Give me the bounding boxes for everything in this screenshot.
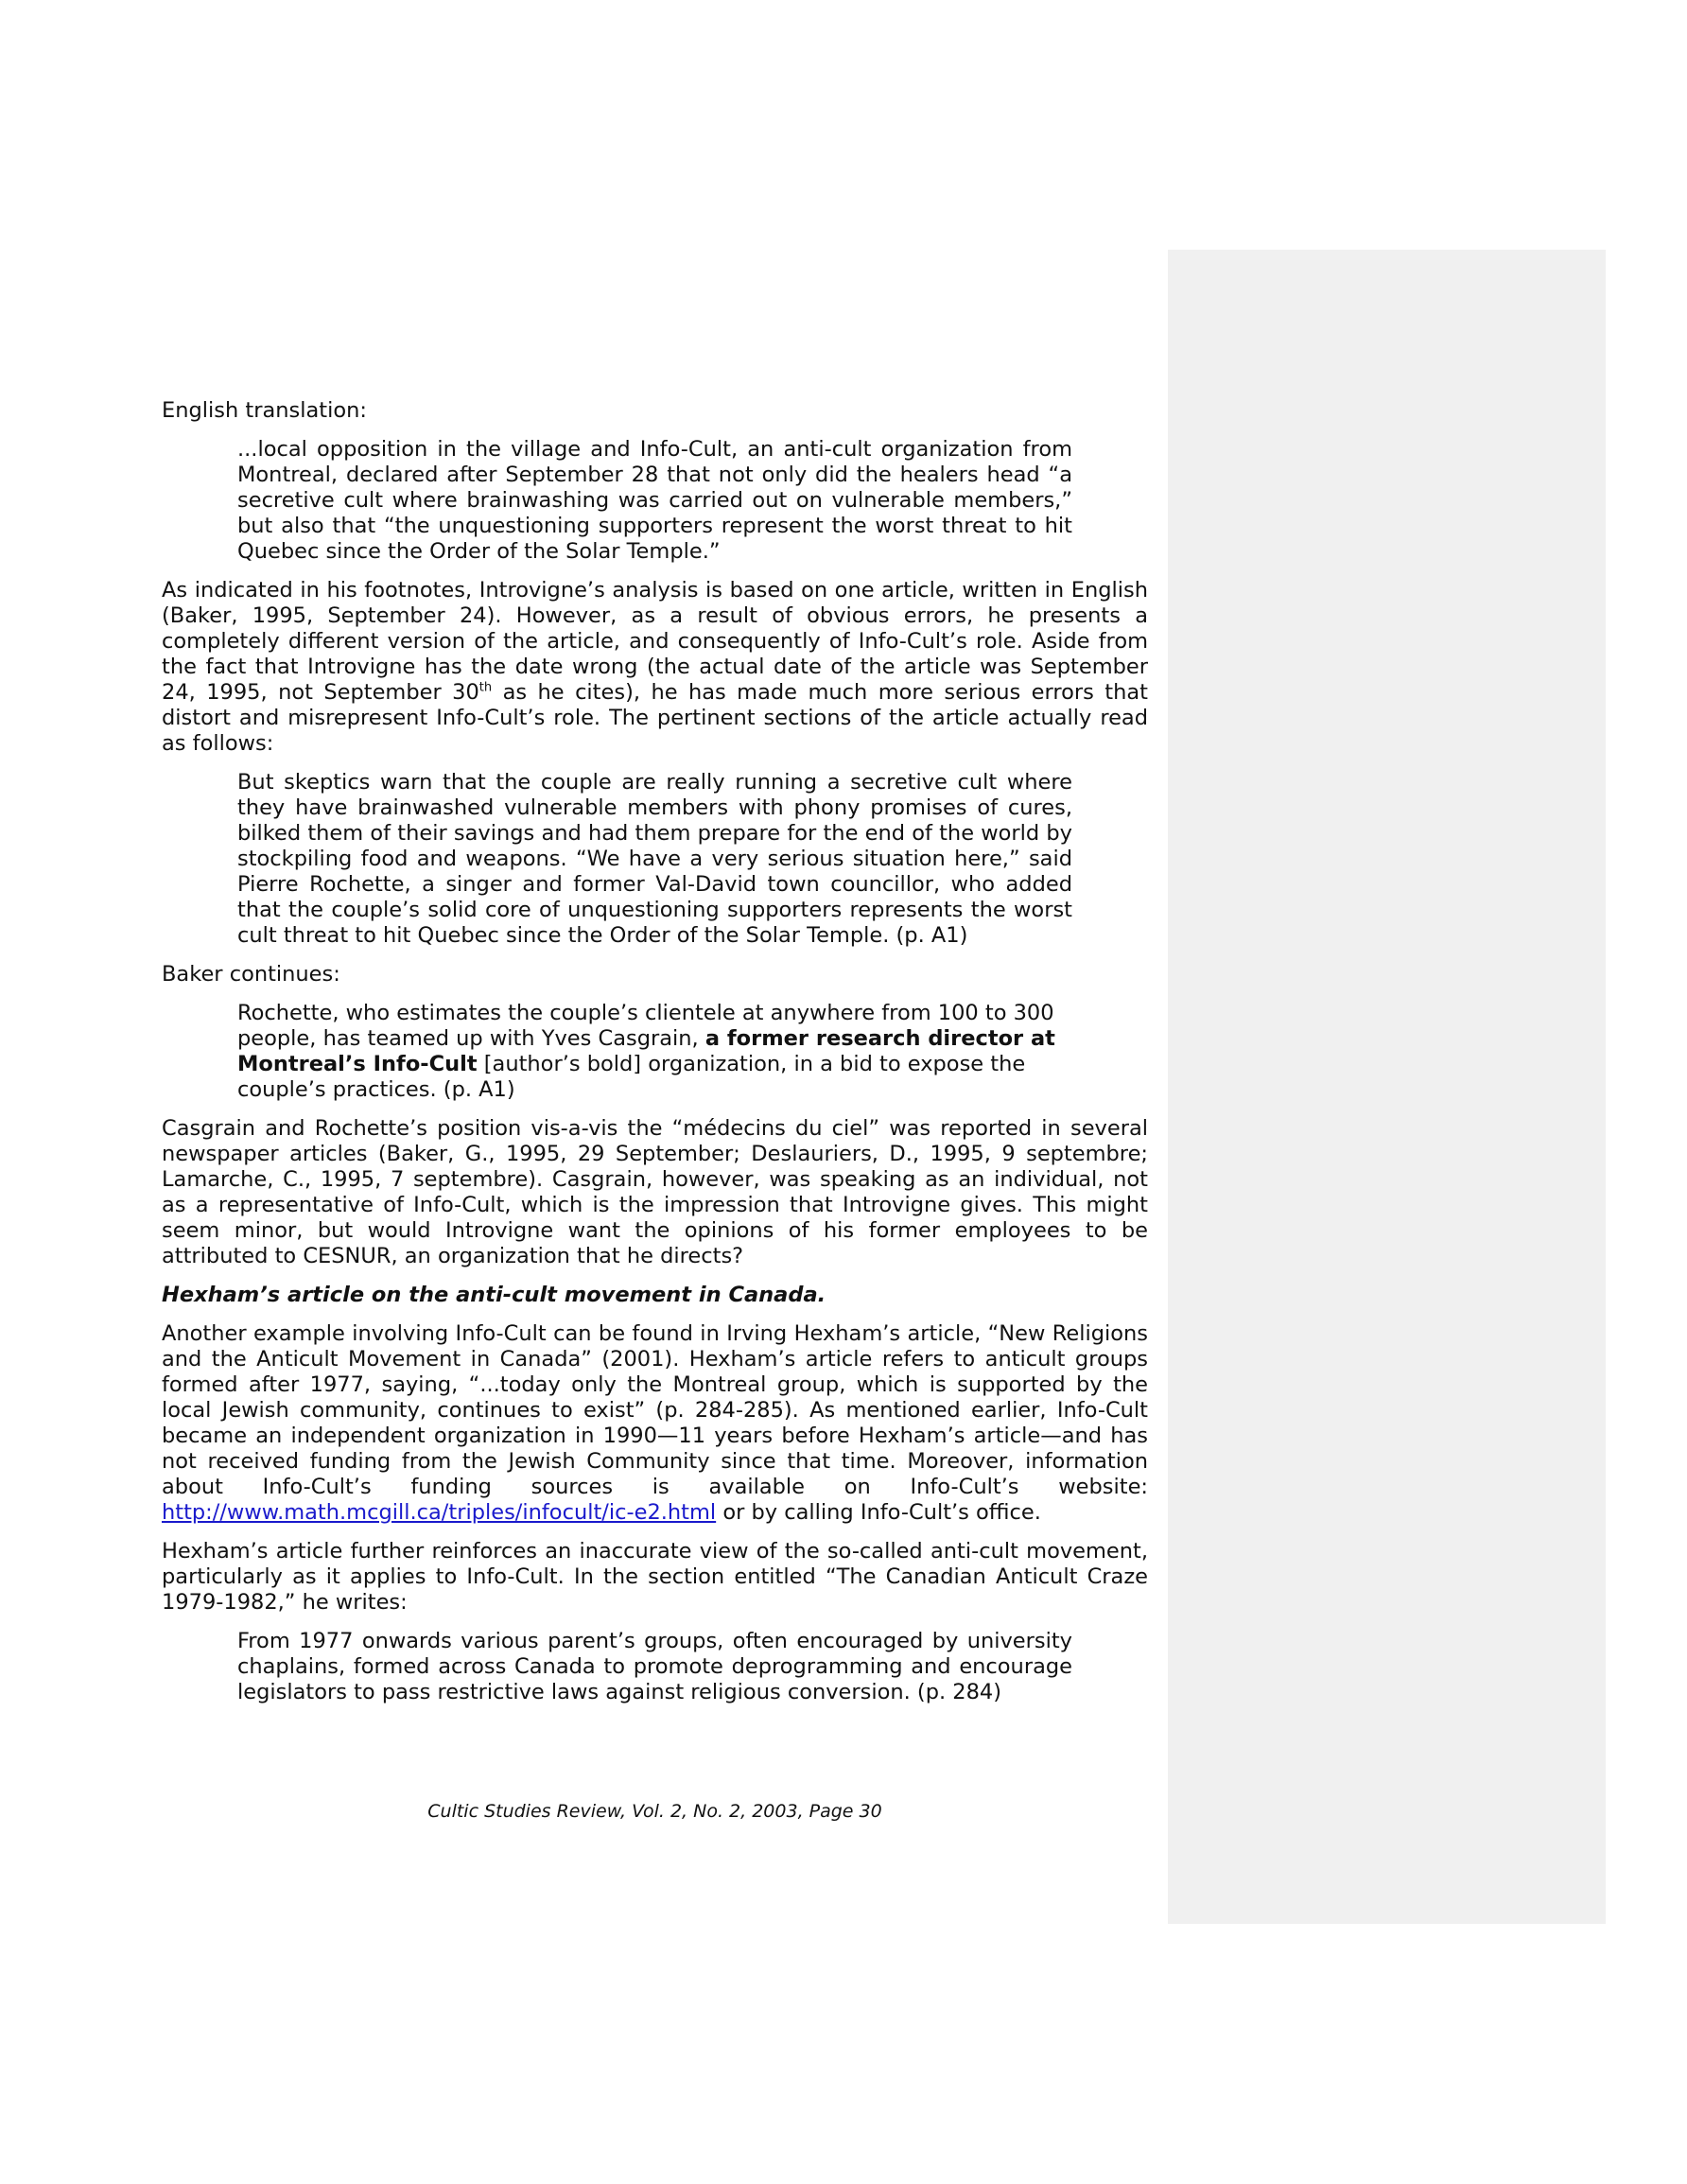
- paragraph-footnotes-text-b: as he cites), he has made much more serious errors that distort and misrepresent Info-Cult’s role. The pertinent sections of the article actually read as follows:: [162, 680, 1148, 756]
- quote-rochette-bold: a former research director at Montreal’s Info-Cult: [237, 1026, 1055, 1076]
- block-quote-rochette: [237, 1001, 1072, 1103]
- baker-continues-label: Baker continues:: [162, 962, 340, 987]
- quote-rochette-text-a: Rochette, who estimates the couple’s clientele at anywhere from 100 to 300 people, has teamed up with Yves Casgrain,: [237, 1001, 1054, 1051]
- block-quote-hexham: From 1977 onwards various parent’s groups, often encouraged by university chaplains, formed across Canada to promote deprogramming and encourage legislators to pass restrictive laws against religious conversion. (p. 284): [237, 1629, 1072, 1704]
- paragraph-casgrain: Casgrain and Rochette’s position vis-a-vis the “médecins du ciel” was reported in several newspaper articles (Baker, G., 1995, 29 September; Deslauriers, D., 1995, 9 septembre; Lamarche, C., 1995, 7 septembre). Casgrain, however, was speaking as an individual, not as a representative of Info-Cult, which is the impression that Introvigne gives. This might seem minor, but would Introvigne want the opinions of his former employees to be attributed to CESNUR, an organization that he directs?: [162, 1116, 1148, 1268]
- block-quote-baker: But skeptics warn that the couple are really running a secretive cult where they have brainwashed vulnerable members with phony promises of cures, bilked them of their savings and had them prepare for the end of the world by stockpiling food and weapons. “We have a very serious situation here,” said Pierre Rochette, a singer and former Val-David town councillor, who added that the couple’s solid core of unquestioning supporters represents the worst cult threat to hit Quebec since the Order of the Solar Temple. (p. A1): [237, 770, 1072, 948]
- block-quote-translation: ...local opposition in the village and Info-Cult, an anti-cult organization from Montreal, declared after September 28 that not only did the healers head “a secretive cult where brainwashing was carried out on vulnerable members,” but also that “the unquestioning supporters represent the worst threat to hit Quebec since the Order of the Solar Temple.”: [237, 437, 1072, 564]
- page-footer: Cultic Studies Review, Vol. 2, No. 2, 2003, Page 30: [427, 1801, 882, 1822]
- quote-rochette-text-b: [author’s bold] organization, in a bid to expose the couple’s practices. (p. A1): [237, 1052, 1026, 1102]
- paragraph-hexham-text: Another example involving Info-Cult can be found in Irving Hexham’s article, “New Religions and the Anticult Movement in Canada” (2001). Hexham’s article refers to anticult groups formed after 1977, saying, “...today only the Montreal group, which is supported by the local Jewish community, continues to exist” (p. 284-285). As mentioned earlier, Info-Cult became an independent organization in 1990—11 years before Hexham’s article—and has not received funding from the Jewish Community since that time. Moreover, information about Info-Cult’s funding sources is available on Info-Cult’s website:: [162, 1321, 1148, 1499]
- section-heading: Hexham’s article on the anti-cult movement in Canada.: [162, 1283, 826, 1307]
- paragraph-hexham-further: Hexham’s article further reinforces an inaccurate view of the so-called anti-cult movement, particularly as it applies to Info-Cult. In the section entitled “The Canadian Anticult Craze 1979-1982,” he writes:: [162, 1539, 1148, 1615]
- paragraph-footnotes-text-a: As indicated in his footnotes, Introvigne’s analysis is based on one article, written in English (Baker, 1995, September 24). However, as a result of obvious errors, he presents a completely different version of the article, and consequently of Info-Cult’s role. Aside from the fact that Introvigne has the date wrong (the actual date of the article was September 24, 1995, not September 30: [162, 578, 1148, 705]
- infocult-website-link[interactable]: http://www.math.mcgill.ca/triples/infocult/ic-e2.html: [162, 1500, 717, 1525]
- comment-margin-pane: [1168, 250, 1606, 1924]
- paragraph-hexham-tail: or by calling Info-Cult’s office.: [716, 1500, 1041, 1525]
- translation-label: English translation:: [162, 398, 367, 423]
- paragraph-footnotes: [162, 578, 1148, 757]
- page-body: [162, 398, 1148, 1719]
- paragraph-hexham: [162, 1321, 1148, 1526]
- superscript-th: th: [478, 680, 493, 695]
